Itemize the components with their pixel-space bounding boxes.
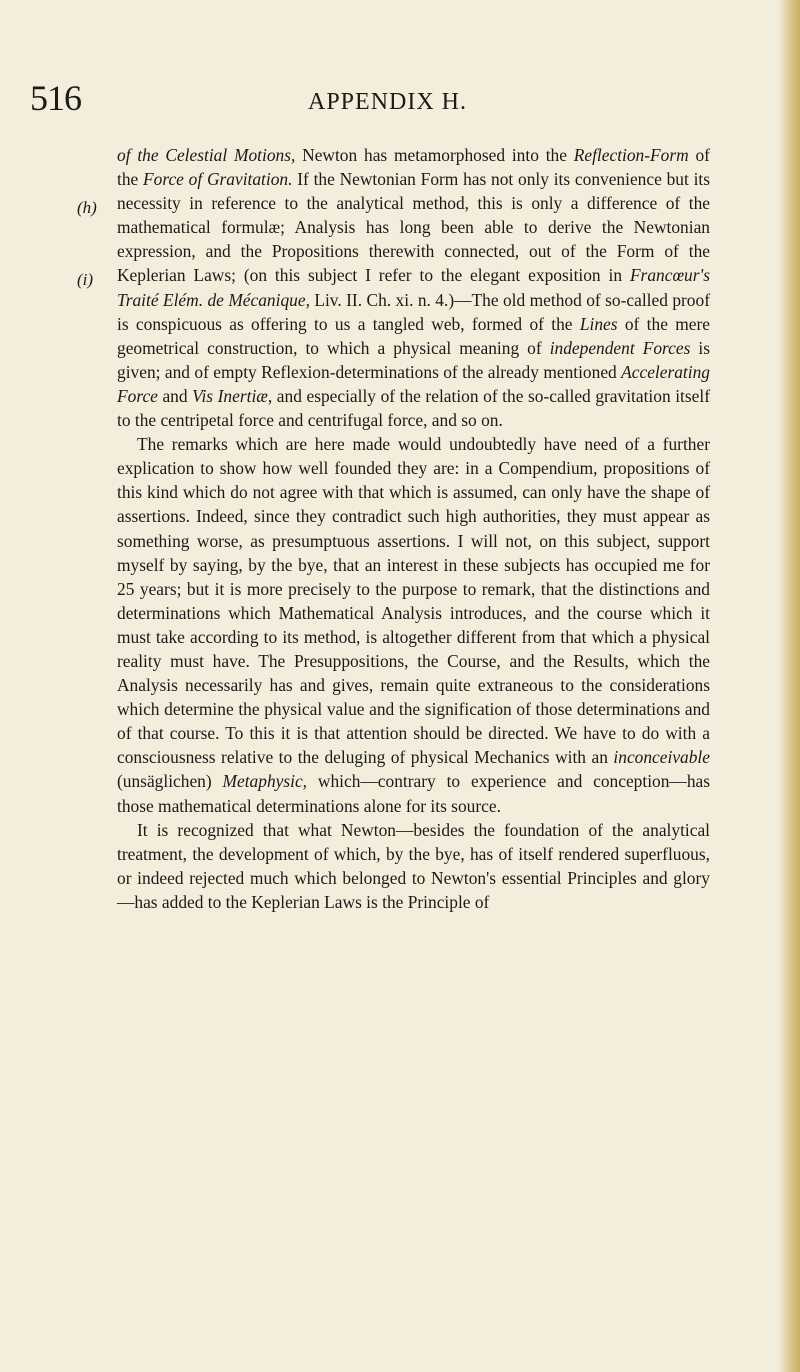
margin-note-i: (i) bbox=[77, 270, 94, 289]
page-header bbox=[0, 78, 800, 128]
italic-text: Lines bbox=[579, 313, 618, 334]
italic-text: Force of Gravitation. bbox=[143, 169, 293, 190]
text-run: is given; and of empty Reflexion-determinations of the already mentioned bbox=[117, 337, 710, 382]
text-run: of the bbox=[117, 145, 710, 190]
paragraph bbox=[117, 818, 710, 914]
text-run: (unsäglichen) bbox=[117, 771, 223, 792]
page-number: 516 bbox=[30, 78, 81, 118]
text-run: of the mere geometrical construction, to which a physical meaning of bbox=[117, 313, 710, 358]
paragraph bbox=[117, 432, 710, 818]
text-run: If the Newtonian Form has not only its convenience but its necessity in reference to the analytical method, this is only a difference of the mathematical formulæ; Analysis has long been able to derive the Newtonian expression, and the Propositions therewith connected, out of the Form of the Keplerian Laws; (on this subject I refer to the elegant exposition in bbox=[117, 169, 710, 286]
italic-text: Francœur's Traité Elém. de Mécanique, bbox=[117, 265, 710, 310]
text-run: It is recognized that what Newton—besides the foundation of the analytical treatment, the development of which, by the bye, has of itself rendered superfluous, or indeed rejected much which belonged to Newton's essential Principles and glory—has added to the Keplerian Laws is the Principle of bbox=[117, 819, 710, 912]
running-head: APPENDIX H. bbox=[308, 89, 468, 115]
text-run: and especially of the relation of the so-called gravitation itself to the centripetal force and centrifugal force, and so on. bbox=[117, 385, 710, 431]
italic-text: Accelerating Force bbox=[117, 361, 710, 406]
italic-text: inconceivable bbox=[613, 747, 710, 768]
text-run: The remarks which are here made would undoubtedly have need of a further explication to show how well founded they are: in a Compendium, propositions of this kind which do not agree with that which is assumed, can only have the shape of assertions. Indeed, since they contradict such high authorities, they must appear as something worse, as presumptuous assertions. I will not, on this subject, support myself by saying, by the bye, that an interest in these subjects has occupied me for 25 years; but it is more precisely to the purpose to remark, that the distinctions and determinations which Mathematical Analysis introduces, and the course which it must take according to its method, is altogether different from that which a physical reality must have. The Presuppositions, the Course, and the Results, which the Analysis necessarily has and gives, remain quite extraneous to the considerations which determine the physical value and the signification of those determinations and of that course. To this it is that attention should be directed. We have to do with a consciousness relative to the deluging of physical Mechanics with an bbox=[117, 434, 710, 768]
italic-text: independent Forces bbox=[549, 337, 691, 358]
body-text bbox=[117, 143, 710, 914]
italic-text: of the Celestial Motions, bbox=[117, 145, 296, 165]
text-run: Liv. II. Ch. xi. n. 4.)—The old method of so-called proof is conspicuous as offering to us a tangled web, formed of the bbox=[117, 289, 710, 334]
italic-text: Reflection-Form bbox=[573, 145, 689, 165]
italic-text: Metaphysic, bbox=[222, 771, 308, 792]
text-run: which—contrary to experience and conception—has those mathematical determinations alone for its source. bbox=[117, 771, 710, 816]
italic-text: Vis Inertiæ, bbox=[192, 385, 273, 406]
text-run: Newton has metamorphosed into the bbox=[295, 145, 574, 165]
page-edge-shadow bbox=[778, 0, 800, 1372]
margin-note-h: (h) bbox=[77, 198, 97, 217]
paragraph bbox=[117, 143, 710, 432]
text-run: and bbox=[157, 385, 193, 406]
